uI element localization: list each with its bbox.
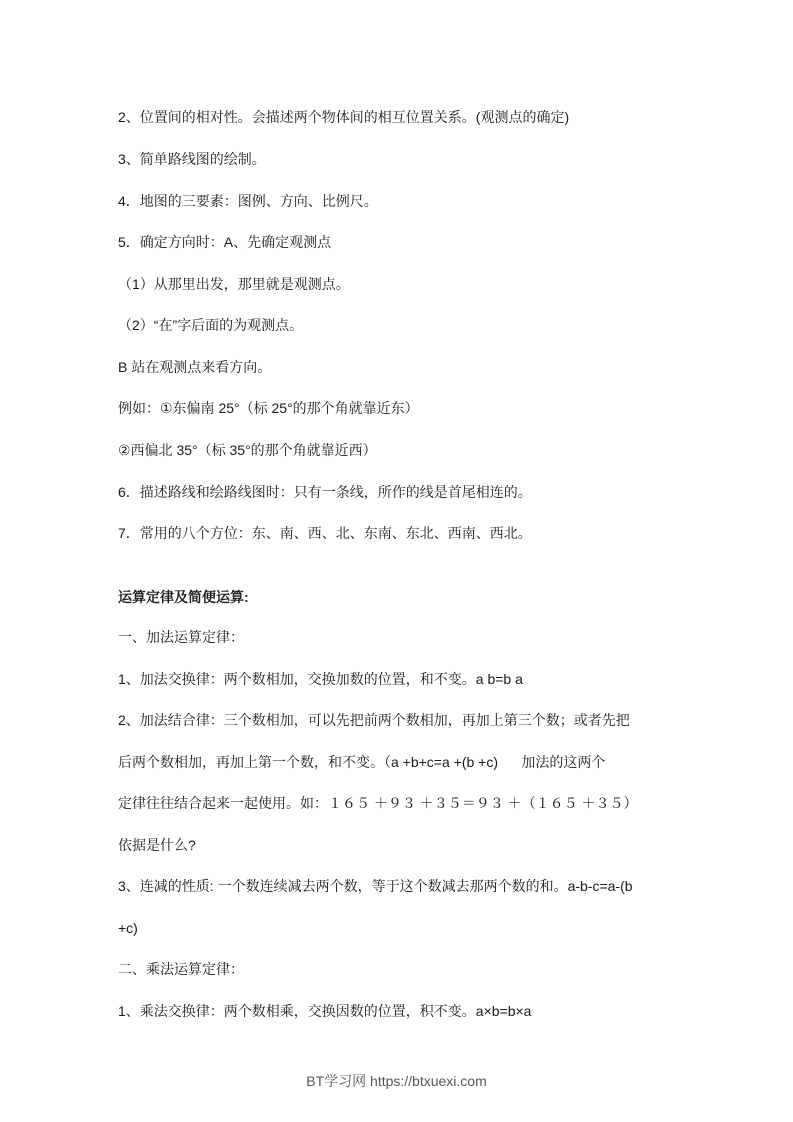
text-line: 7．常用的八个方位：东、南、西、北、东南、东北、西南、西北。 [118,525,532,541]
text-line: （2）“在”字后面的为观测点。 [118,317,304,333]
text-line: +c) [118,920,138,936]
subsection-heading: 二、乘法运算定律： [118,961,244,977]
text-line: 3、简单路线图的绘制。 [118,151,266,167]
text-line: 1、加法交换律：两个数相加，交换加数的位置，和不变。a b=b a [118,671,523,687]
text-line: 依据是什么? [118,837,196,853]
text-line: （1）从那里出发，那里就是观测点。 [118,276,350,292]
text-line: 后两个数相加，再加上第一个数，和不变。（a +b+c=a +(b +c) 加法的这两个 [118,754,606,770]
text-line: 5．确定方向时：A、先确定观测点 [118,234,332,250]
subsection-heading: 一、加法运算定律： [118,629,244,645]
text-line: 定律往往结合起来一起使用。如：１６５ ＋９３ ＋３５＝９３ ＋（１６５ ＋３５） [118,795,638,811]
text-line: 例如：①东偏南 25°（标 25°的那个角就靠近东） [118,400,419,416]
text-line: 6．描述路线和绘路线图时：只有一条线，所作的线是首尾相连的。 [118,484,532,500]
text-line: 3、连减的性质: 一个数连续减去两个数，等于这个数减去那两个数的和。a-b-c=a-(b [118,878,633,894]
text-line: 4．地图的三要素：图例、方向、比例尺。 [118,193,378,209]
page-footer: BT学习网 https://btxuexi.com [306,1073,487,1089]
section-heading: 运算定律及简便运算: [118,589,249,605]
text-line: 2、位置间的相对性。会描述两个物体间的相互位置关系。(观测点的确定) [118,109,570,125]
text-line: B 站在观测点来看方向。 [118,359,272,375]
text-line: 1、乘法交换律：两个数相乘，交换因数的位置，积不变。a×b=b×a [118,1003,532,1019]
text-line: 2、加法结合律：三个数相加，可以先把前两个数相加，再加上第三个数；或者先把 [118,712,630,728]
text-line: ②西偏北 35°（标 35°的那个角就靠近西） [118,442,377,458]
